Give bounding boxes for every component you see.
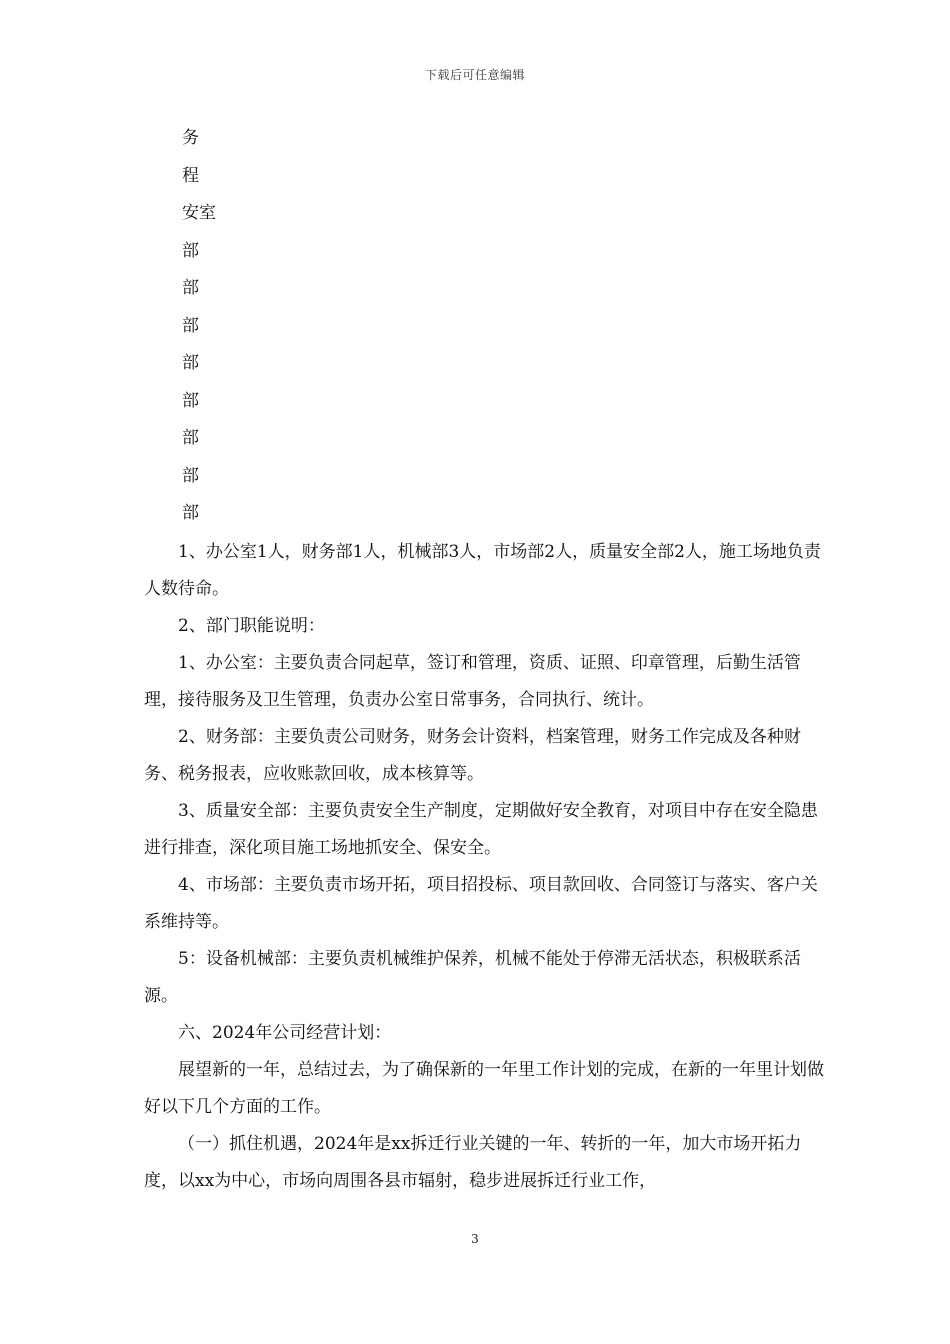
fragment-line: 部: [182, 240, 199, 261]
fragment-line: 部: [182, 503, 199, 523]
fragment-lines: [182, 124, 216, 537]
fragment-line: 程: [182, 165, 199, 186]
paragraph-staffing: 1、办公室1人，财务部1人，机械部3人，市场部2人，质量安全部2人，施工场地负责人数待命。: [144, 542, 821, 599]
paragraph-dept-functions-heading: 2、部门职能说明：: [178, 616, 325, 636]
paragraph-market: 4、市场部：主要负责市场开拓，项目招投标、项目款回收、合同签订与落实、客户关系维持等。: [144, 875, 818, 932]
fragment-line: 部: [182, 278, 199, 298]
fragment-line: 部: [182, 315, 199, 336]
fragment-line: 部: [182, 428, 199, 448]
fragment-line: 安室: [182, 203, 216, 223]
fragment-line: 部: [182, 353, 199, 373]
paragraph-equipment: 5：设备机械部：主要负责机械维护保养，机械不能处于停滞无活状态，积极联系活源。: [144, 949, 801, 1006]
paragraph-quality-safety: 3、质量安全部：主要负责安全生产制度，定期做好安全教育，对项目中存在安全隐患进行排查，深化项目施工场地抓安全、保安全。: [144, 801, 818, 858]
section-heading-plan: 六、2024年公司经营计划：: [178, 1023, 392, 1043]
fragment-line: 部: [182, 390, 199, 411]
paragraph-outlook: 展望新的一年，总结过去，为了确保新的一年里工作计划的完成，在新的一年里计划做好以下几个方面的工作。: [144, 1060, 824, 1117]
page-number: 3: [471, 1232, 479, 1246]
body-text: [144, 534, 824, 1200]
fragment-line: 部: [182, 465, 199, 486]
fragment-line: 务: [182, 128, 199, 148]
paragraph-office: 1、办公室：主要负责合同起草，签订和管理，资质、证照、印章管理，后勤生活管理，接待服务及卫生管理，负责办公室日常事务，合同执行、统计。: [144, 653, 801, 710]
page-header: 下载后可任意编辑: [424, 68, 525, 82]
paragraph-opportunity: （一）抓住机遇，2024年是xx拆迁行业关键的一年、转折的一年，加大市场开拓力度，以xx为中心，市场向周围各县市辐射，稳步进展拆迁行业工作，: [144, 1134, 802, 1191]
paragraph-finance: 2、财务部：主要负责公司财务，财务会计资料，档案管理，财务工作完成及各种财务、税务报表，应收账款回收，成本核算等。: [144, 727, 801, 784]
